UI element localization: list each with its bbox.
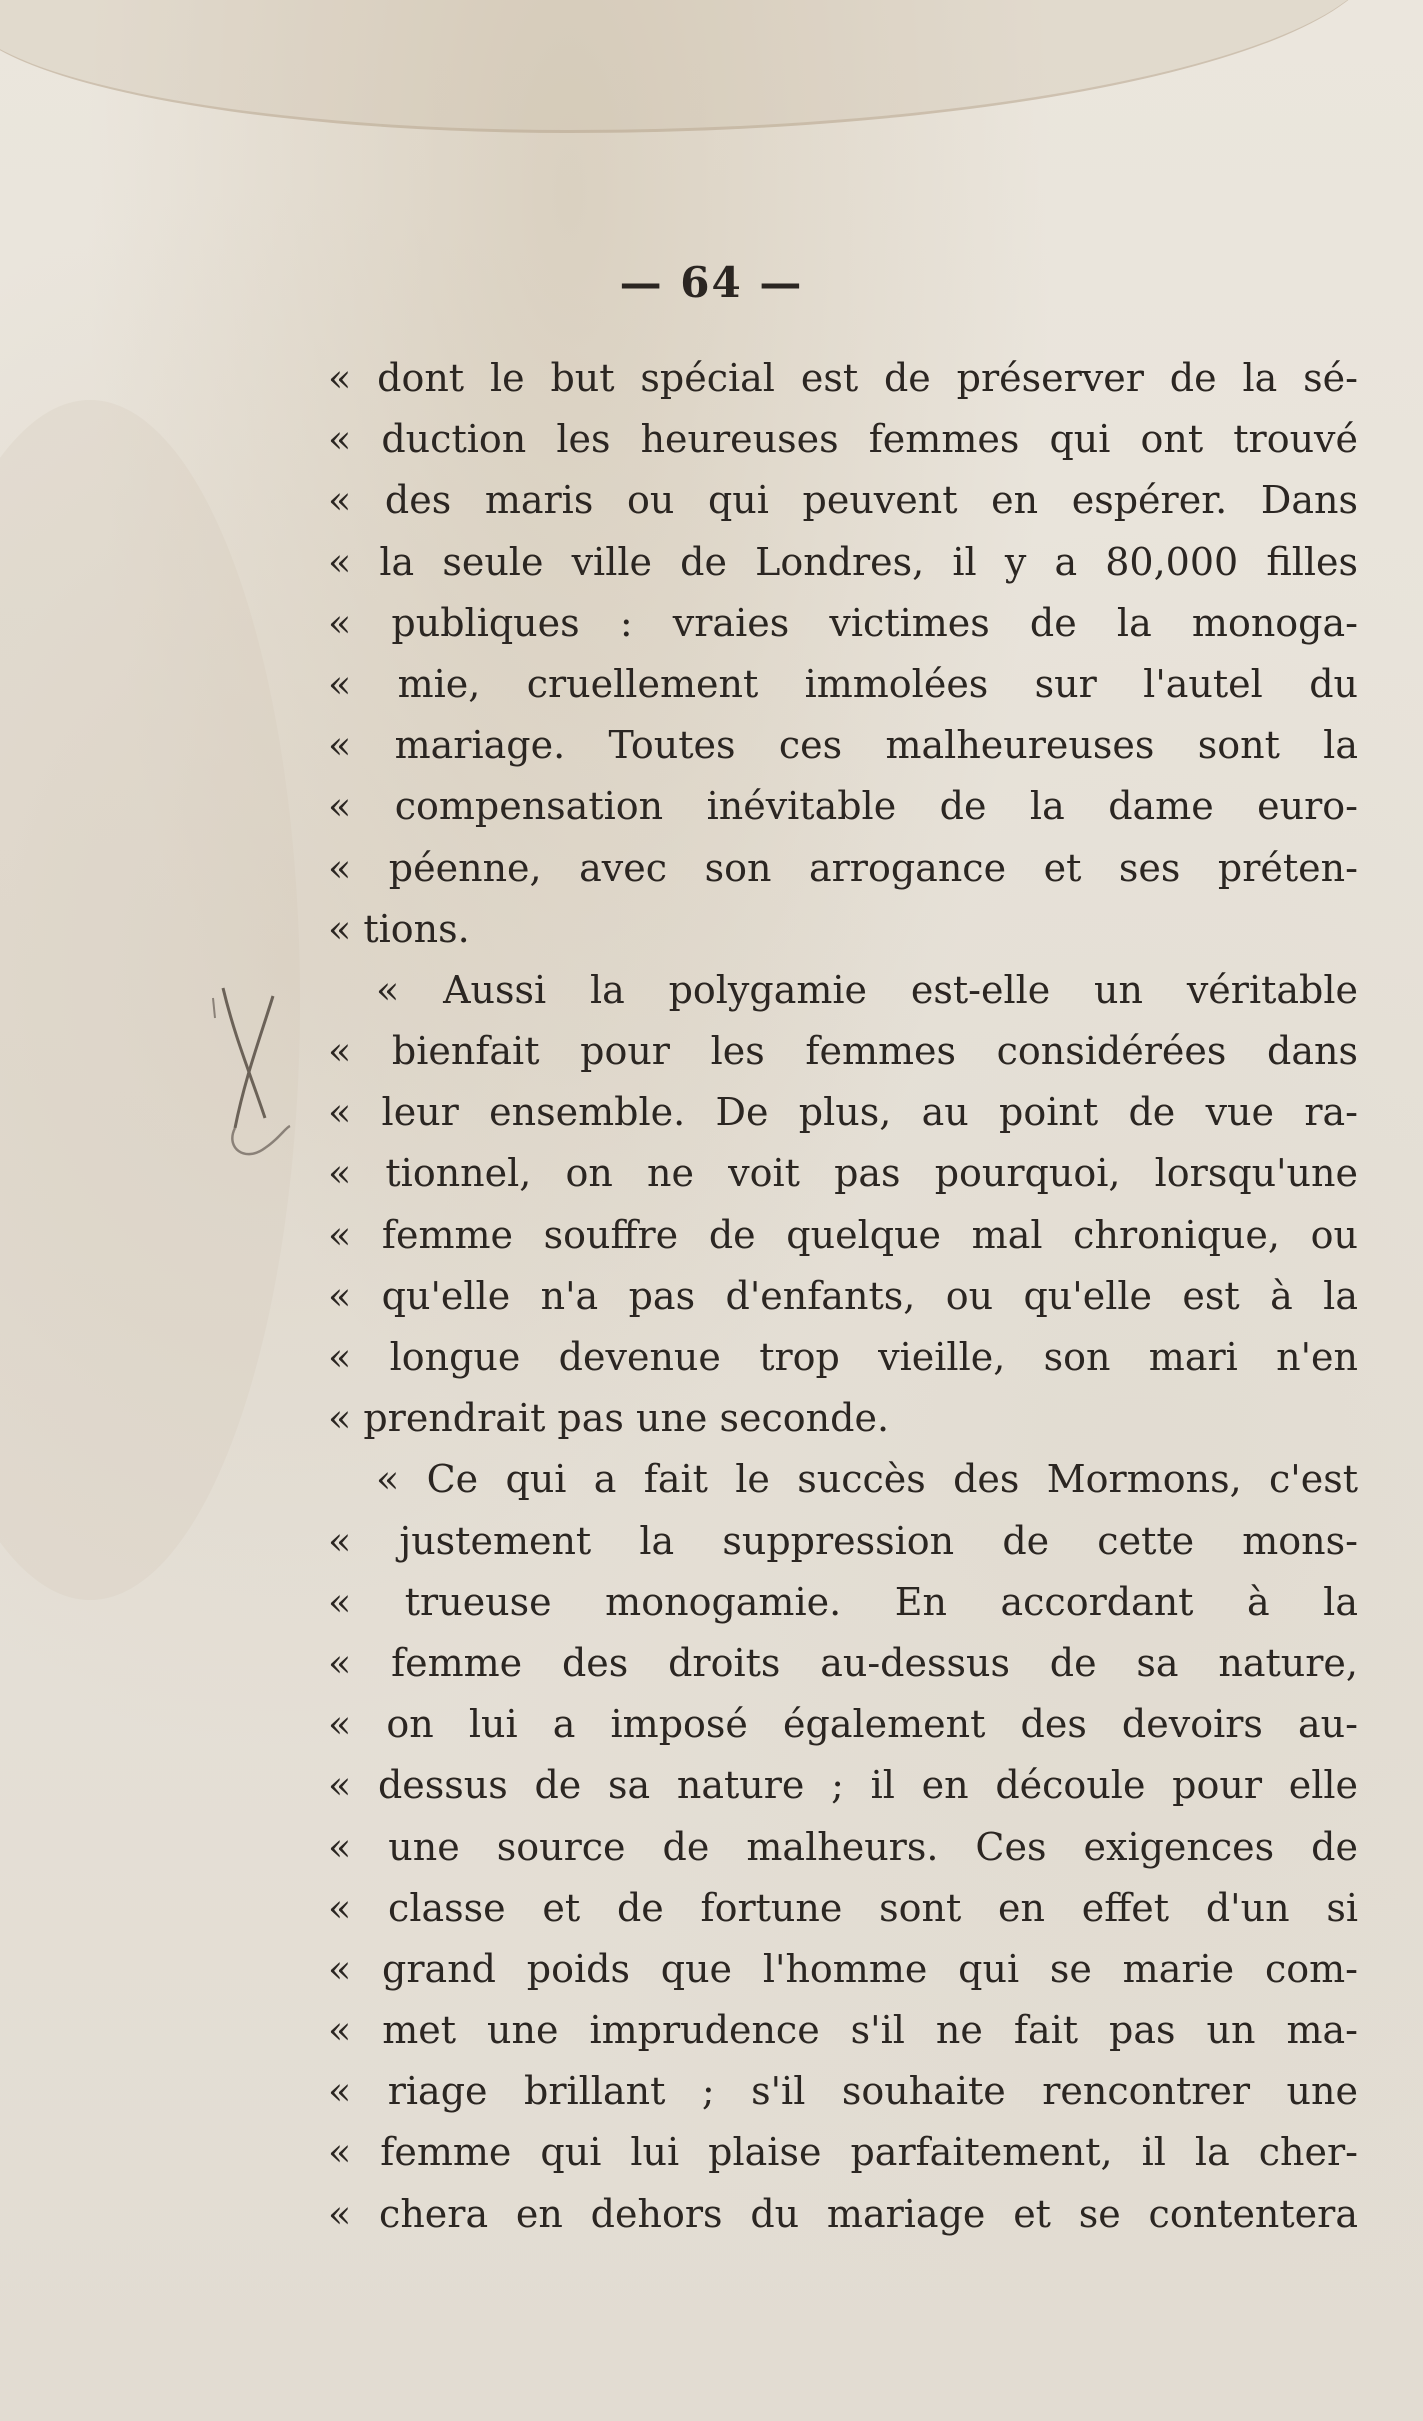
- text-line: « des maris ou qui peuvent en espérer. Dans: [328, 478, 1358, 523]
- text-line: « on lui a imposé également des devoirs au-: [328, 1702, 1358, 1747]
- text-line: « trueuse monogamie. En accordant à la: [328, 1579, 1358, 1624]
- text-line: « mariage. Toutes ces malheureuses sont la: [328, 723, 1358, 768]
- text-line: « péenne, avec son arrogance et ses préten-: [328, 845, 1358, 890]
- text-line: « dont le but spécial est de préserver de la sé-: [328, 356, 1358, 400]
- text-line: « longue devenue trop vieille, son mari n'en: [328, 1335, 1358, 1379]
- text-line: « Aussi la polygamie est-elle un véritable: [376, 967, 1358, 1012]
- text-line: « chera en dehors du mariage et se contentera: [328, 2191, 1358, 2236]
- text-line: « qu'elle n'a pas d'enfants, ou qu'elle est à la: [328, 1273, 1358, 1318]
- text-line: « met une imprudence s'il ne fait pas un ma-: [328, 2008, 1358, 2053]
- text-line: « compensation inévitable de la dame euro-: [328, 784, 1358, 829]
- text-line: « duction les heureuses femmes qui ont trouvé: [328, 417, 1358, 462]
- text-line: « riage brillant ; s'il souhaite rencontrer une: [328, 2069, 1358, 2114]
- text-line: « grand poids que l'homme qui se marie com-: [328, 1946, 1358, 1991]
- text-line: « leur ensemble. De plus, au point de vue ra-: [328, 1090, 1358, 1135]
- text-line: « femme souffre de quelque mal chronique, ou: [328, 1212, 1358, 1257]
- text-line: « tions.: [328, 906, 470, 951]
- water-stain-top: [0, 0, 1380, 133]
- text-line: « prendrait pas une seconde.: [328, 1396, 890, 1441]
- text-line: « une source de malheurs. Ces exigences de: [328, 1824, 1358, 1869]
- text-line: « femme qui lui plaise parfaitement, il la cher-: [328, 2130, 1358, 2175]
- text-line: « tionnel, on ne voit pas pourquoi, lorsqu'une: [328, 1151, 1358, 1196]
- text-line: « publiques : vraies victimes de la monoga-: [328, 600, 1358, 645]
- text-line: « justement la suppression de cette mons-: [328, 1518, 1358, 1563]
- text-line: « bienfait pour les femmes considérées dans: [328, 1029, 1358, 1074]
- text-line: « classe et de fortune sont en effet d'un si: [328, 1885, 1358, 1930]
- text-line: « Ce qui a fait le succès des Mormons, c'est: [376, 1457, 1358, 1502]
- body-text: [328, 348, 1358, 2245]
- text-line: « la seule ville de Londres, il y a 80,000 filles: [328, 539, 1358, 584]
- text-line: « mie, cruellement immolées sur l'autel du: [328, 661, 1358, 706]
- page-number: — 64 —: [619, 258, 804, 307]
- text-line: « femme des droits au-dessus de sa nature,: [328, 1640, 1358, 1685]
- text-line: « dessus de sa nature ; il en découle pour elle: [328, 1763, 1358, 1808]
- handwritten-x-mark: [205, 978, 295, 1168]
